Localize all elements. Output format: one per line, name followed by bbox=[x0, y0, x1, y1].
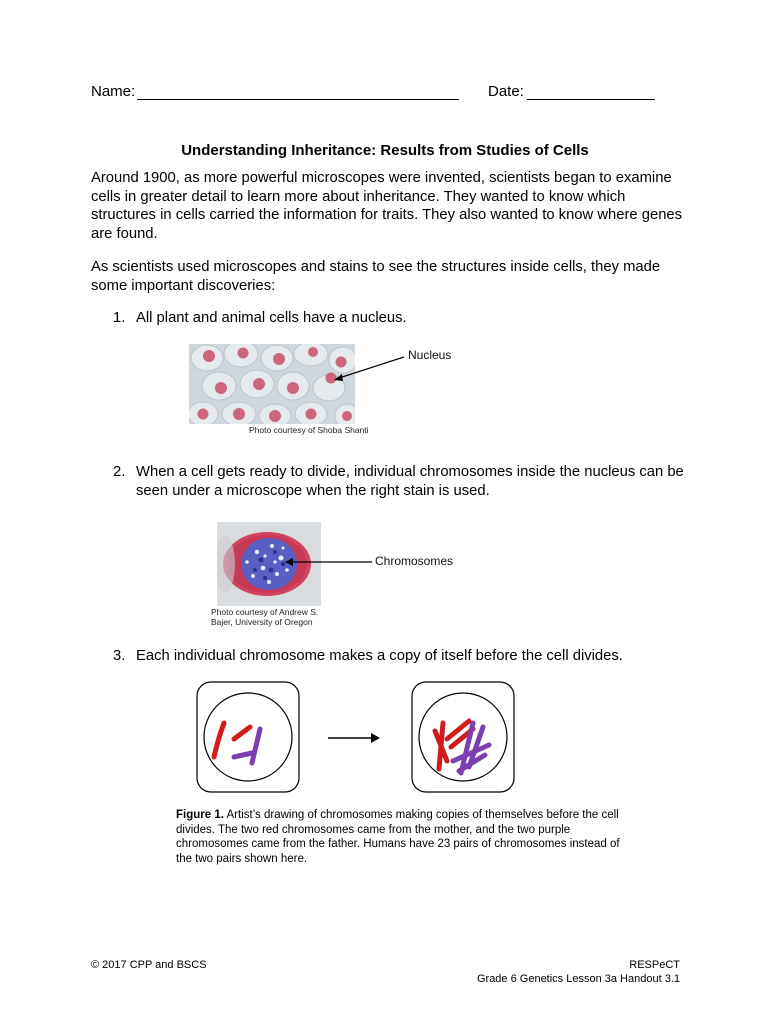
page-title: Understanding Inheritance: Results from Studies of Cells bbox=[181, 142, 589, 159]
list-item-1 bbox=[113, 309, 693, 328]
list-text: All plant and animal cells have a nucleus. bbox=[136, 310, 407, 326]
cell-before-diagram bbox=[196, 681, 300, 793]
footer-course-info bbox=[477, 958, 680, 986]
nucleus-photo-credit: Photo courtesy of Shoba Shanti bbox=[249, 425, 369, 435]
figure-1-label: Figure 1. bbox=[176, 809, 224, 821]
name-label: Name: bbox=[91, 83, 136, 100]
division-arrow bbox=[326, 731, 382, 745]
date-label: Date: bbox=[488, 83, 524, 100]
footer-lesson: Grade 6 Genetics Lesson 3a Handout 3.1 bbox=[476, 973, 680, 985]
figure-1-caption bbox=[176, 808, 626, 866]
list-text: When a cell gets ready to divide, individual chromosomes inside the nucleus can be seen under a microscope when the right stain is used. bbox=[136, 464, 684, 499]
credit-line-1: Photo courtesy of Andrew S. bbox=[211, 607, 319, 617]
chromosomes-photo-credit bbox=[211, 607, 318, 627]
intro-paragraph: Around 1900, as more powerful microscopes were invented, scientists began to examine cells in greater detail to learn more about inheritance. They wanted to know which structures in cells carried the information for traits. They also wanted to know where genes are found. bbox=[91, 170, 683, 242]
list-number: 2. bbox=[113, 464, 126, 480]
list-item-3 bbox=[113, 647, 693, 666]
discoveries-paragraph: As scientists used microscopes and stains to see the structures inside cells, they made some important discoveries: bbox=[91, 259, 661, 294]
nucleus-label: Nucleus bbox=[408, 348, 452, 362]
cell-after-diagram bbox=[411, 681, 515, 793]
chromosomes-label: Chromosomes bbox=[375, 554, 454, 568]
nucleus-arrow bbox=[330, 355, 410, 385]
list-number: 1. bbox=[113, 310, 126, 326]
list-item-2 bbox=[113, 463, 693, 500]
list-number: 3. bbox=[113, 648, 126, 664]
figure-1-text: Artist’s drawing of chromosomes making copies of themselves before the cell divides. The two red chromosomes came from the mother, and the two purple chromosomes came from the father. Humans have 23 pairs of chromosomes instead of the two pairs shown here. bbox=[176, 809, 620, 865]
footer-program: RESPeCT bbox=[629, 959, 680, 971]
chromosomes-arrow bbox=[282, 556, 374, 570]
name-field-line bbox=[137, 99, 459, 100]
credit-line-2: Bajer, University of Oregon bbox=[211, 617, 313, 627]
footer-copyright: © 2017 CPP and BSCS bbox=[91, 959, 207, 971]
date-field-line bbox=[527, 99, 655, 100]
list-text: Each individual chromosome makes a copy of itself before the cell divides. bbox=[136, 648, 623, 664]
